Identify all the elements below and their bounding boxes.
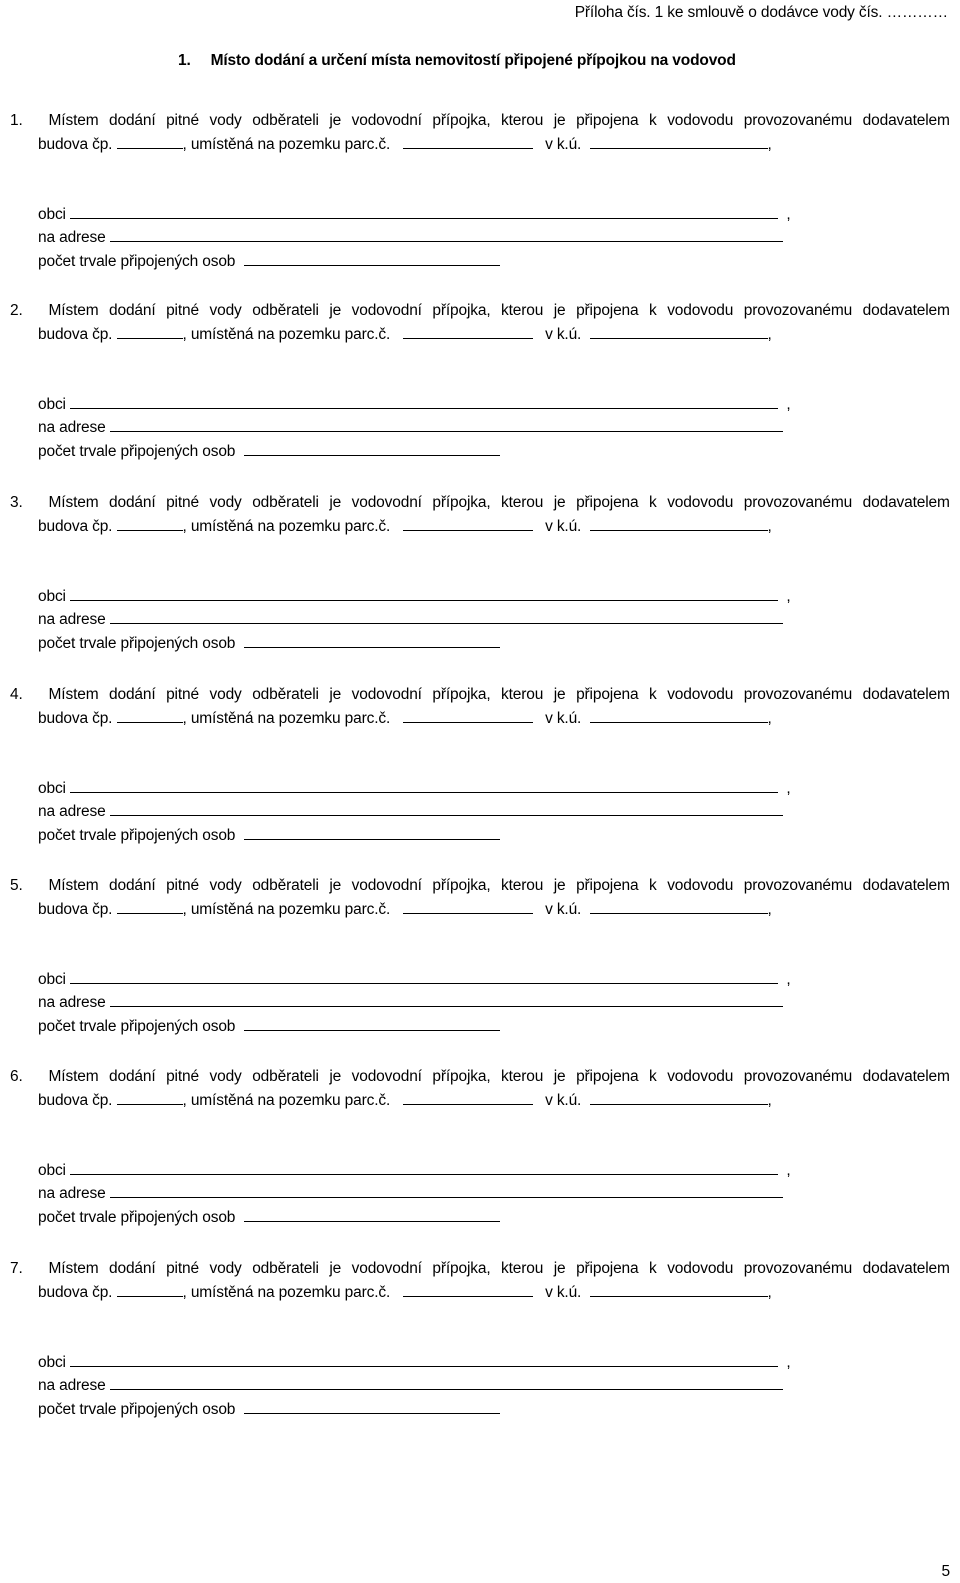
parcel-number-field[interactable] [403,516,533,531]
persons-label: počet trvale připojených osob [38,1018,236,1035]
obci-label: obci [38,588,66,605]
statement-word: přípojka, [432,302,491,319]
statement-word: připojena [576,877,639,894]
obci-label: obci [38,971,66,988]
statement-word: dodání [109,494,156,511]
attachment-header: Příloha čís. 1 ke smlouvě o dodávce vody čís. ………… [574,4,948,21]
statement-word: je [329,112,342,129]
entry-municipality-line [38,778,791,799]
statement-word: odběrateli [252,494,319,511]
parcel-label: , umístěná na pozemku parc.č. [182,1092,391,1109]
persons-label: počet trvale připojených osob [38,1209,236,1226]
delivery-entry [0,876,960,1036]
building-number-field[interactable] [117,516,183,531]
statement-word: je [329,494,342,511]
statement-word: vodovodní [351,686,422,703]
entry-municipality-line [38,204,791,225]
entry-address-line [38,1375,783,1396]
statement-word: je [553,494,566,511]
statement-word: připojena [576,1068,639,1085]
statement-word: Místem [48,302,99,319]
budova-label: budova čp. [38,1284,113,1301]
persons-label: počet trvale připojených osob [38,253,236,270]
statement-word: pitné [166,494,199,511]
address-label: na adrese [38,611,106,628]
statement-word: vodovodu [667,494,734,511]
building-number-field[interactable] [117,1282,183,1297]
cadastral-label: v k.ú. [545,326,582,343]
entry-statement [10,876,950,896]
statement-word: dodání [109,686,156,703]
comma: , [767,326,772,343]
budova-label: budova čp. [38,901,113,918]
statement-word: provozovanému [743,302,853,319]
entry-statement [10,493,950,513]
entry-persons-line [38,441,500,462]
entry-persons-line [38,1016,500,1037]
obci-label: obci [38,396,66,413]
statement-word: odběrateli [252,1068,319,1085]
statement-word: přípojka, [432,1068,491,1085]
cadastral-area-field[interactable] [590,1090,768,1105]
address-label: na adrese [38,419,106,436]
entry-number: 7. [10,1260,23,1277]
entry-municipality-line [38,394,791,415]
statement-word: kterou [501,1068,544,1085]
statement-word: dodavatelem [862,877,950,894]
statement-word: odběrateli [252,686,319,703]
statement-word: připojena [576,1260,639,1277]
obci-label: obci [38,780,66,797]
statement-word: k [649,494,657,511]
statement-word: pitné [166,1068,199,1085]
budova-label: budova čp. [38,326,113,343]
statement-word: provozovanému [743,686,853,703]
persons-count-field[interactable] [244,1016,500,1031]
statement-word: odběrateli [252,112,319,129]
statement-word: přípojka, [432,686,491,703]
statement-word: vodovodu [667,302,734,319]
parcel-number-field[interactable] [403,324,533,339]
statement-word: přípojka, [432,112,491,129]
parcel-label: , umístěná na pozemku parc.č. [182,326,391,343]
statement-word: kterou [501,112,544,129]
entry-address-line [38,1183,783,1204]
entry-persons-line [38,1207,500,1228]
section-number: 1. [178,52,191,69]
cadastral-area-field[interactable] [590,899,768,914]
entry-number: 4. [10,686,23,703]
statement-word: dodavatelem [862,1068,950,1085]
cadastral-area-field[interactable] [590,134,768,149]
statement-word: provozovanému [743,1260,853,1277]
statement-word: provozovanému [743,494,853,511]
comma: , [786,1354,791,1371]
entry-statement [10,301,950,321]
address-field[interactable] [110,417,783,432]
delivery-entry [0,1259,960,1419]
persons-label: počet trvale připojených osob [38,443,236,460]
cadastral-area-field[interactable] [590,708,768,723]
address-field[interactable] [110,227,783,242]
statement-word: k [649,112,657,129]
delivery-entry [0,685,960,845]
entry-building-line [38,708,772,729]
statement-word: vodovodu [667,112,734,129]
parcel-label: , umístěná na pozemku parc.č. [182,136,391,153]
statement-word: dodání [109,302,156,319]
statement-word: vodovodní [351,112,422,129]
statement-word: vodovodu [667,877,734,894]
persons-label: počet trvale připojených osob [38,635,236,652]
municipality-field[interactable] [70,969,778,984]
budova-label: budova čp. [38,710,113,727]
statement-word: vody [209,877,242,894]
comma: , [767,1092,772,1109]
entry-municipality-line [38,969,791,990]
municipality-field[interactable] [70,586,778,601]
page-number: 5 [941,1563,950,1580]
statement-word: pitné [166,877,199,894]
statement-word: vody [209,1068,242,1085]
persons-label: počet trvale připojených osob [38,827,236,844]
parcel-number-field[interactable] [403,899,533,914]
statement-word: k [649,1068,657,1085]
address-label: na adrese [38,1377,106,1394]
statement-word: dodání [109,877,156,894]
entry-municipality-line [38,1352,791,1373]
persons-count-field[interactable] [244,1207,500,1222]
statement-word: kterou [501,302,544,319]
statement-word: přípojka, [432,877,491,894]
entry-building-line [38,516,772,537]
comma: , [767,1284,772,1301]
address-label: na adrese [38,994,106,1011]
comma: , [786,780,791,797]
budova-label: budova čp. [38,1092,113,1109]
cadastral-label: v k.ú. [545,710,582,727]
statement-word: dodání [109,1068,156,1085]
statement-word: je [553,686,566,703]
statement-word: Místem [48,877,99,894]
entry-building-line [38,1282,772,1303]
statement-word: provozovanému [743,877,853,894]
entry-statement [10,1067,950,1087]
entry-address-line [38,801,783,822]
statement-word: je [329,877,342,894]
statement-word: Místem [48,1260,99,1277]
parcel-label: , umístěná na pozemku parc.č. [182,710,391,727]
statement-word: vody [209,686,242,703]
statement-word: připojena [576,112,639,129]
address-field[interactable] [110,1183,783,1198]
building-number-field[interactable] [117,899,183,914]
persons-count-field[interactable] [244,441,500,456]
delivery-entry [0,111,960,271]
parcel-number-field[interactable] [403,1090,533,1105]
statement-word: vodovodu [667,1260,734,1277]
statement-word: kterou [501,494,544,511]
entry-address-line [38,609,783,630]
statement-word: dodavatelem [862,1260,950,1277]
comma: , [786,971,791,988]
entry-number: 6. [10,1068,23,1085]
municipality-field[interactable] [70,778,778,793]
address-label: na adrese [38,229,106,246]
cadastral-area-field[interactable] [590,324,768,339]
statement-word: k [649,1260,657,1277]
obci-label: obci [38,1354,66,1371]
statement-word: Místem [48,686,99,703]
statement-word: dodavatelem [862,302,950,319]
address-field[interactable] [110,801,783,816]
address-label: na adrese [38,803,106,820]
parcel-number-field[interactable] [403,134,533,149]
statement-word: je [553,302,566,319]
entry-statement [10,111,950,131]
statement-word: k [649,302,657,319]
delivery-entry [0,493,960,653]
entry-statement [10,685,950,705]
statement-word: odběrateli [252,1260,319,1277]
statement-word: je [553,1260,566,1277]
entry-persons-line [38,1399,500,1420]
statement-word: odběrateli [252,302,319,319]
statement-word: připojena [576,686,639,703]
statement-word: přípojka, [432,1260,491,1277]
statement-word: je [329,1260,342,1277]
entry-persons-line [38,825,500,846]
statement-word: připojena [576,302,639,319]
cadastral-label: v k.ú. [545,518,582,535]
entry-building-line [38,324,772,345]
address-label: na adrese [38,1185,106,1202]
delivery-entry [0,301,960,461]
parcel-number-field[interactable] [403,708,533,723]
entry-number: 5. [10,877,23,894]
statement-word: vodovodní [351,1260,422,1277]
cadastral-area-field[interactable] [590,1282,768,1297]
persons-count-field[interactable] [244,251,500,266]
statement-word: dodavatelem [862,112,950,129]
entry-building-line [38,899,772,920]
entry-persons-line [38,251,500,272]
comma: , [767,901,772,918]
statement-word: přípojka, [432,494,491,511]
statement-word: vody [209,1260,242,1277]
statement-word: vodovodu [667,686,734,703]
persons-count-field[interactable] [244,825,500,840]
municipality-field[interactable] [70,204,778,219]
statement-word: je [553,112,566,129]
statement-word: připojena [576,494,639,511]
section-title-text: Místo dodání a určení místa nemovitostí připojené přípojkou na vodovod [210,52,736,69]
budova-label: budova čp. [38,136,113,153]
entry-address-line [38,417,783,438]
building-number-field[interactable] [117,134,183,149]
statement-word: kterou [501,877,544,894]
statement-word: Místem [48,1068,99,1085]
statement-word: vody [209,302,242,319]
statement-word: kterou [501,686,544,703]
statement-word: vody [209,494,242,511]
budova-label: budova čp. [38,518,113,535]
persons-label: počet trvale připojených osob [38,1401,236,1418]
cadastral-label: v k.ú. [545,1284,582,1301]
statement-word: vodovodní [351,302,422,319]
address-field[interactable] [110,992,783,1007]
statement-word: vodovodu [667,1068,734,1085]
cadastral-label: v k.ú. [545,1092,582,1109]
parcel-label: , umístěná na pozemku parc.č. [182,518,391,535]
statement-word: je [329,1068,342,1085]
entry-address-line [38,227,783,248]
entry-persons-line [38,633,500,654]
parcel-label: , umístěná na pozemku parc.č. [182,901,391,918]
statement-word: vodovodní [351,1068,422,1085]
statement-word: je [329,302,342,319]
entry-municipality-line [38,586,791,607]
comma: , [786,588,791,605]
delivery-entry [0,1067,960,1227]
cadastral-label: v k.ú. [545,901,582,918]
statement-word: pitné [166,686,199,703]
entry-address-line [38,992,783,1013]
building-number-field[interactable] [117,1090,183,1105]
comma: , [767,710,772,727]
comma: , [786,1162,791,1179]
statement-word: dodání [109,112,156,129]
statement-word: pitné [166,1260,199,1277]
entry-number: 3. [10,494,23,511]
statement-word: dodání [109,1260,156,1277]
entry-building-line [38,1090,772,1111]
statement-word: dodavatelem [862,494,950,511]
statement-word: provozovanému [743,1068,853,1085]
entry-statement [10,1259,950,1279]
comma: , [786,206,791,223]
statement-word: k [649,877,657,894]
statement-word: je [553,1068,566,1085]
address-field[interactable] [110,609,783,624]
persons-count-field[interactable] [244,1399,500,1414]
statement-word: Místem [48,112,99,129]
cadastral-area-field[interactable] [590,516,768,531]
entry-number: 2. [10,302,23,319]
statement-word: Místem [48,494,99,511]
municipality-field[interactable] [70,1352,778,1367]
statement-word: kterou [501,1260,544,1277]
statement-word: vodovodní [351,877,422,894]
comma: , [767,518,772,535]
parcel-label: , umístěná na pozemku parc.č. [182,1284,391,1301]
building-number-field[interactable] [117,324,183,339]
statement-word: odběrateli [252,877,319,894]
statement-word: pitné [166,302,199,319]
persons-count-field[interactable] [244,633,500,648]
entry-municipality-line [38,1160,791,1181]
statement-word: vodovodní [351,494,422,511]
entry-number: 1. [10,112,23,129]
statement-word: dodavatelem [862,686,950,703]
obci-label: obci [38,206,66,223]
entry-building-line [38,134,772,155]
parcel-number-field[interactable] [403,1282,533,1297]
statement-word: vody [209,112,242,129]
address-field[interactable] [110,1375,783,1390]
comma: , [786,396,791,413]
section-title [178,52,736,70]
municipality-field[interactable] [70,394,778,409]
obci-label: obci [38,1162,66,1179]
building-number-field[interactable] [117,708,183,723]
statement-word: k [649,686,657,703]
municipality-field[interactable] [70,1160,778,1175]
statement-word: je [553,877,566,894]
comma: , [767,136,772,153]
statement-word: pitné [166,112,199,129]
statement-word: je [329,686,342,703]
cadastral-label: v k.ú. [545,136,582,153]
statement-word: provozovanému [743,112,853,129]
